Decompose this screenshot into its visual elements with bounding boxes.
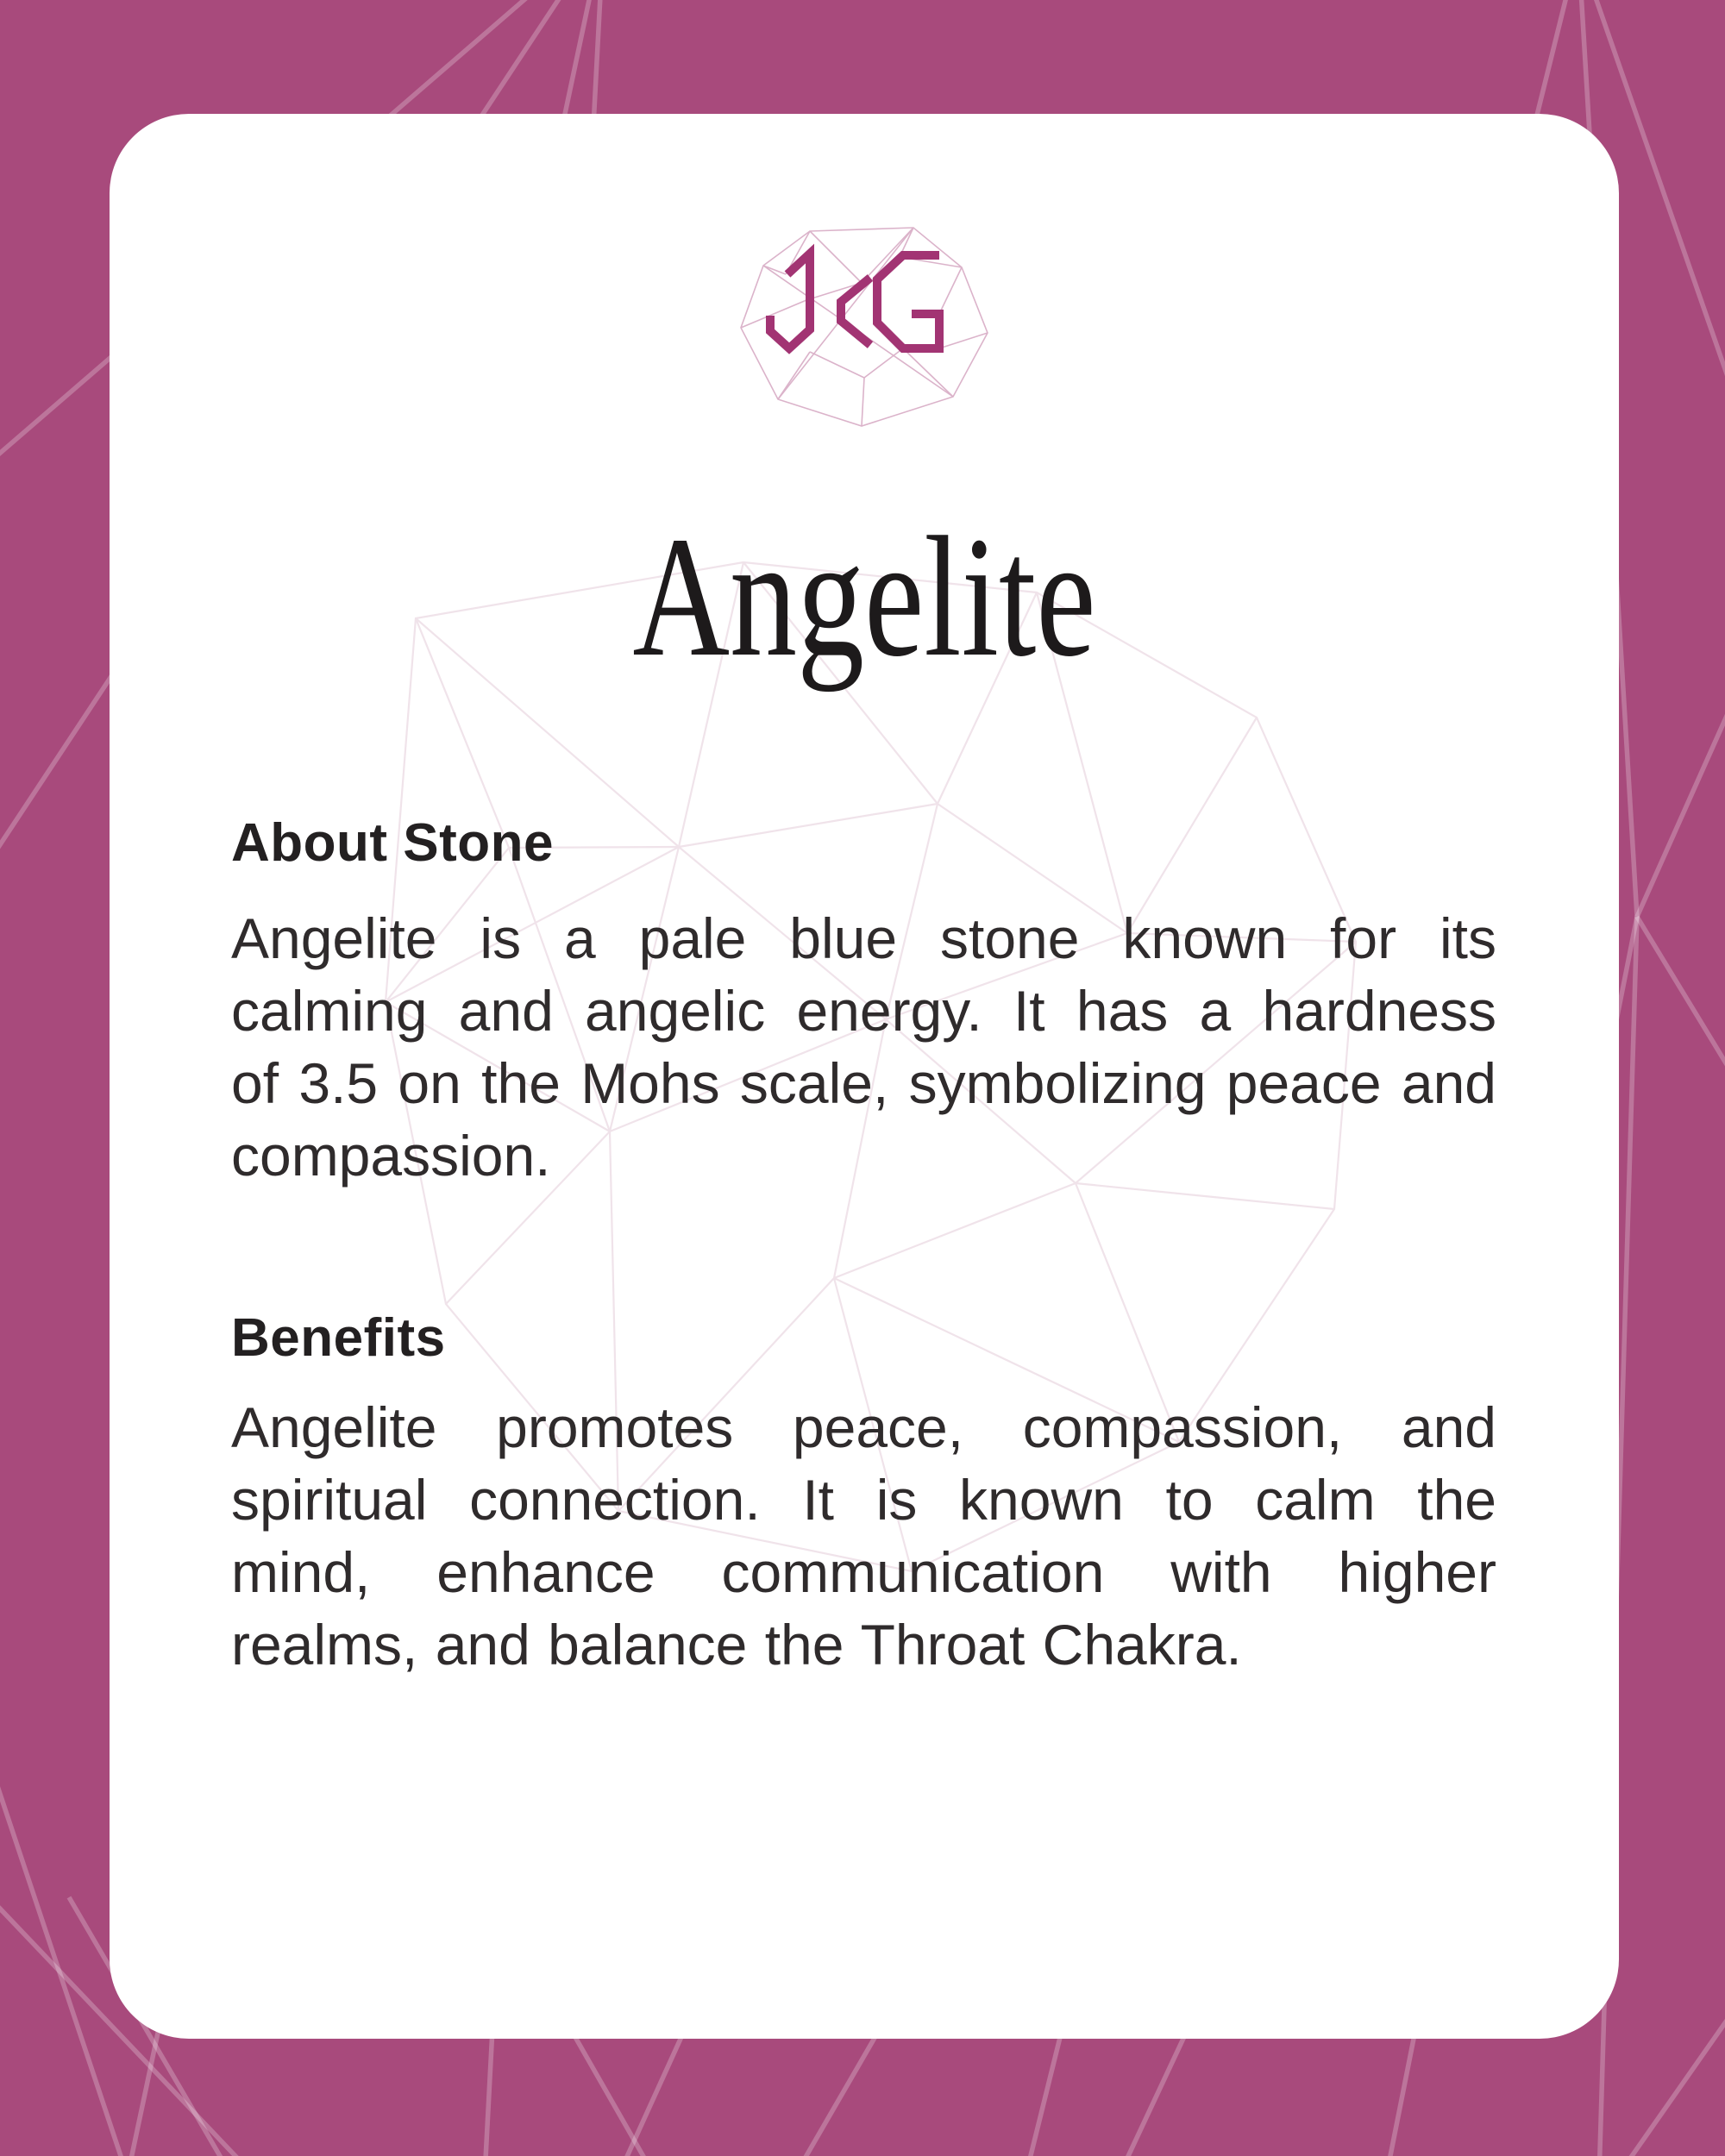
paragraph-line: Angelite is a pale blue stone known for its xyxy=(231,906,1496,970)
benefits-paragraph xyxy=(231,1391,1496,1681)
paragraph-line: of 3.5 on the Mohs scale, symbolizing peace and xyxy=(231,1051,1496,1115)
about-stone-paragraph xyxy=(231,902,1496,1192)
paragraph-line: mind, enhance communication with higher xyxy=(231,1540,1496,1604)
paragraph-line: spiritual connection. It is known to calm the xyxy=(231,1468,1496,1532)
paragraph-line: compassion. xyxy=(231,1124,551,1188)
info-card xyxy=(110,114,1619,2039)
paragraph-line: calming and angelic energy. It has a hardness xyxy=(231,979,1496,1043)
logo-crystal-wireframe-icon xyxy=(741,228,988,426)
brand-logo xyxy=(731,222,998,429)
paragraph-line: realms, and balance the Throat Chakra. xyxy=(231,1613,1242,1677)
benefits-heading: Benefits xyxy=(231,1308,446,1368)
about-stone-heading: About Stone xyxy=(231,813,554,873)
paragraph-line: Angelite promotes peace, compassion, and xyxy=(231,1395,1496,1459)
page-title: Angelite xyxy=(632,501,1096,693)
